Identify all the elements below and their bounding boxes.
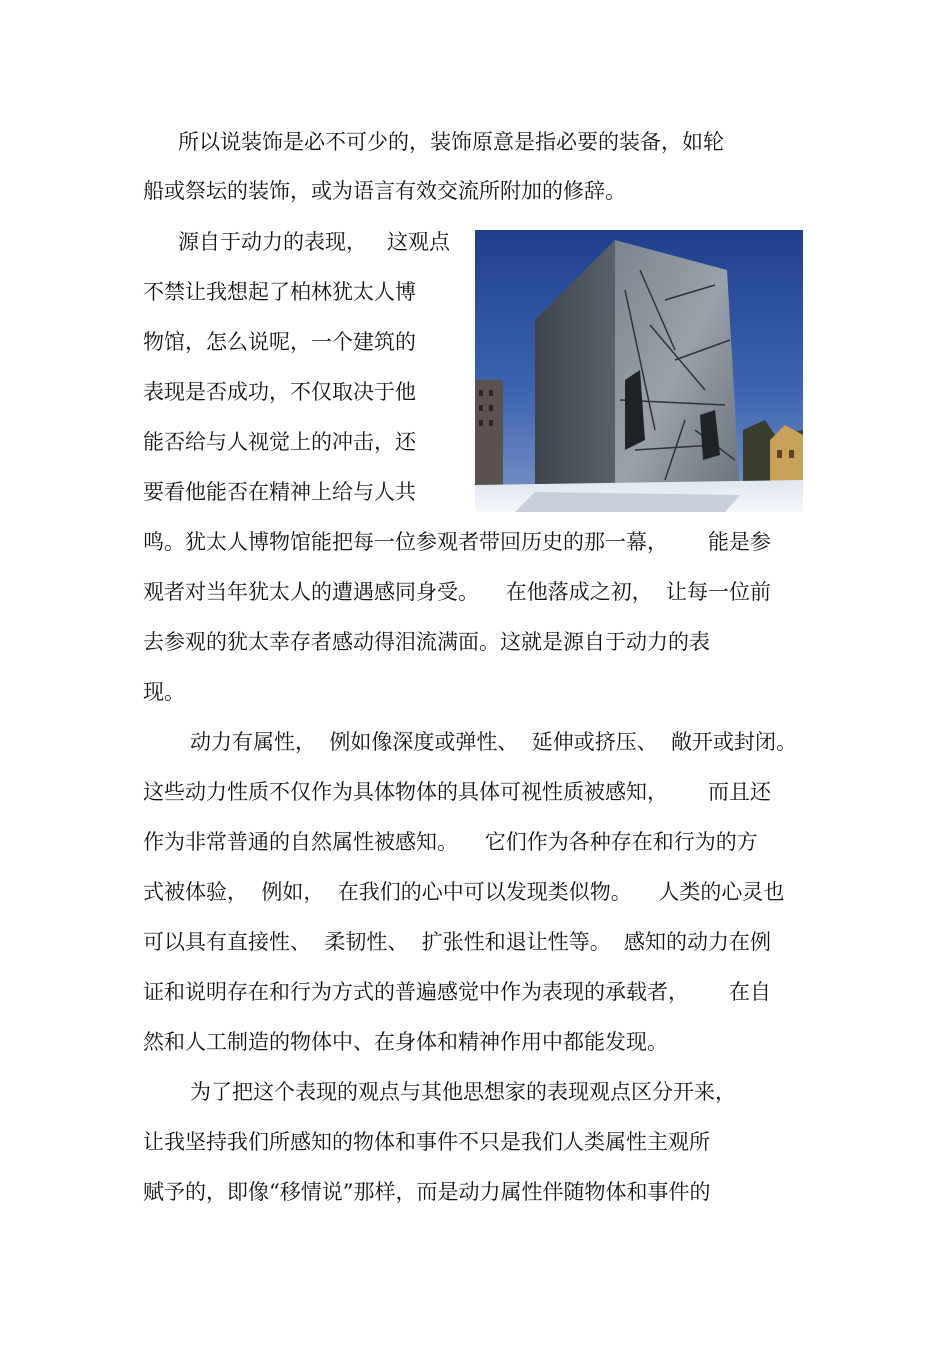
paragraph-3-line-2: 这些动力性质不仅作为具体物体的具体可视性质被感知， 而且还 xyxy=(143,780,772,804)
museum-building-image xyxy=(475,230,803,512)
paragraph-1-line-1: 所以说装饰是必不可少的，装饰原意是指必要的装备，如轮 xyxy=(178,130,724,154)
paragraph-3-line-7: 然和人工制造的物体中、在身体和精神作用中都能发现。 xyxy=(143,1030,668,1054)
paragraph-4-line-3: 赋予的，即像“移情说”那样，而是动力属性伴随物体和事件的 xyxy=(143,1180,711,1204)
paragraph-2-line-3: 物馆，怎么说呢，一个建筑的 xyxy=(143,330,416,354)
paragraph-3-line-1: 动力有属性， 例如像深度或弹性、 延伸或挤压、 敞开或封闭。 xyxy=(190,730,798,754)
paragraph-3-line-6: 证和说明存在和行为方式的普遍感觉中作为表现的承载者， 在自 xyxy=(143,980,772,1004)
paragraph-2-line-4: 表现是否成功，不仅取决于他 xyxy=(143,380,416,404)
paragraph-2-line-10: 现。 xyxy=(143,680,185,704)
paragraph-4-line-2: 让我坚持我们所感知的物体和事件不只是我们人类属性主观所 xyxy=(143,1130,710,1154)
paragraph-1-line-2: 船或祭坛的装饰，或为语言有效交流所附加的修辞。 xyxy=(143,179,626,203)
paragraph-2-line-8: 观者对当年犹太人的遭遇感同身受。 在他落成之初， 让每一位前 xyxy=(143,580,772,604)
paragraph-2-line-1: 源自于动力的表现， 这观点 xyxy=(178,230,451,254)
paragraph-2-line-9: 去参观的犹太幸存者感动得泪流满面。这就是源自于动力的表 xyxy=(143,630,710,654)
paragraph-4-line-1: 为了把这个表现的观点与其他思想家的表现观点区分开来， xyxy=(190,1080,736,1104)
paragraph-3-line-5: 可以具有直接性、 柔韧性、 扩张性和退让性等。 感知的动力在例 xyxy=(143,930,772,954)
paragraph-2-line-2: 不禁让我想起了柏林犹太人博 xyxy=(143,280,416,304)
paragraph-2-line-6: 要看他能否在精神上给与人共 xyxy=(143,480,416,504)
museum-photo xyxy=(475,230,803,512)
paragraph-2-line-7: 鸣。犹太人博物馆能把每一位参观者带回历史的那一幕， 能是参 xyxy=(143,530,772,554)
paragraph-2-line-5: 能否给与人视觉上的冲击，还 xyxy=(143,430,416,454)
paragraph-3-line-3: 作为非常普通的自然属性被感知。 它们作为各种存在和行为的方 xyxy=(143,830,758,854)
paragraph-3-line-4: 式被体验， 例如， 在我们的心中可以发现类似物。 人类的心灵也 xyxy=(143,880,785,904)
